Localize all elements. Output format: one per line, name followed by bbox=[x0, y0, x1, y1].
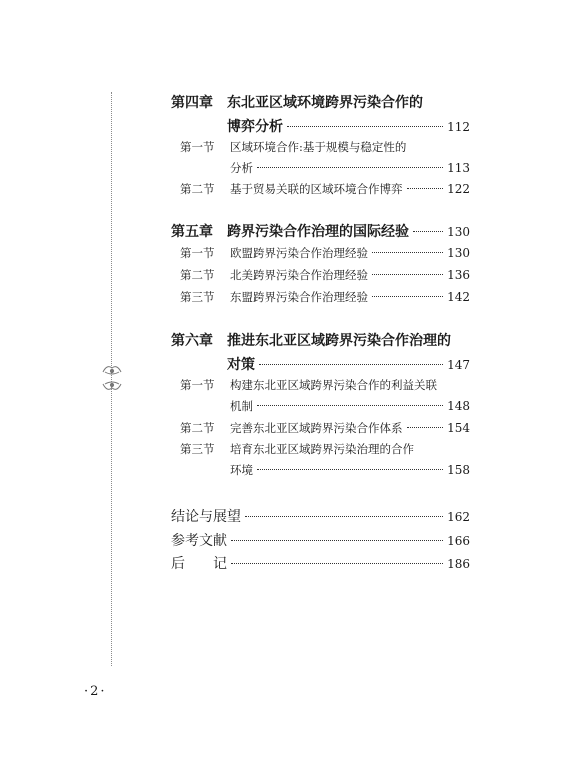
section-label: 第三节 bbox=[180, 442, 215, 456]
section-title-cont: 分析 bbox=[230, 161, 253, 175]
toc-chapter-6-line2 bbox=[227, 354, 470, 374]
toc-chapter-4-line2 bbox=[227, 116, 470, 136]
section-title: 基于贸易关联的区域环境合作博弈 bbox=[230, 182, 403, 196]
end-title: 后 记 bbox=[171, 556, 227, 572]
chapter-title: 跨界污染合作治理的国际经验 bbox=[227, 224, 409, 240]
chapter-label: 第六章 bbox=[171, 333, 213, 349]
toc-section-4-1-line1 bbox=[180, 139, 406, 155]
page-number: 142 bbox=[447, 290, 470, 304]
page-number: 122 bbox=[447, 182, 470, 196]
dot-leader bbox=[259, 364, 443, 365]
chapter-title-cont: 博弈分析 bbox=[227, 119, 283, 135]
section-label: 第一节 bbox=[180, 140, 215, 154]
section-title: 完善东北亚区域跨界污染合作体系 bbox=[230, 421, 403, 435]
toc-section-4-1-line2 bbox=[230, 160, 470, 176]
toc-section-6-1-line2 bbox=[230, 398, 470, 414]
dot-leader bbox=[413, 231, 443, 232]
page-number: 166 bbox=[447, 534, 470, 548]
toc-afterword bbox=[171, 553, 470, 573]
section-title: 培育东北亚区域跨界污染治理的合作 bbox=[230, 442, 414, 456]
end-title: 结论与展望 bbox=[171, 509, 241, 525]
section-title: 欧盟跨界污染合作治理经验 bbox=[230, 246, 368, 260]
dot-leader bbox=[231, 540, 443, 541]
section-label: 第一节 bbox=[180, 378, 215, 392]
section-title: 北美跨界污染合作治理经验 bbox=[230, 268, 368, 282]
chapter-title: 推进东北亚区域跨界污染合作治理的 bbox=[227, 333, 451, 349]
dot-leader bbox=[407, 427, 444, 428]
page-number: 112 bbox=[447, 120, 470, 134]
page-number: 186 bbox=[447, 557, 470, 571]
page-number: 154 bbox=[447, 421, 470, 435]
dot-leader bbox=[231, 563, 443, 564]
page-number: 113 bbox=[447, 161, 470, 175]
dot-leader bbox=[245, 516, 443, 517]
section-label: 第一节 bbox=[180, 246, 215, 260]
toc-section-5-3 bbox=[180, 289, 470, 305]
dot-leader bbox=[407, 188, 444, 189]
dot-leader bbox=[372, 296, 443, 297]
page-number: 136 bbox=[447, 268, 470, 282]
toc-chapter-6-line1 bbox=[171, 330, 451, 350]
toc-section-6-1-line1 bbox=[180, 377, 437, 393]
toc-section-6-3-line2 bbox=[230, 462, 470, 478]
dot-leader bbox=[287, 126, 443, 127]
toc-section-5-1 bbox=[180, 245, 470, 261]
toc-chapter-5 bbox=[171, 221, 470, 241]
chapter-title: 东北亚区域环境跨界污染合作的 bbox=[227, 95, 423, 111]
section-title-cont: 环境 bbox=[230, 463, 253, 477]
page-number: 130 bbox=[447, 225, 470, 239]
chapter-title-cont: 对策 bbox=[227, 357, 255, 373]
toc-chapter-4-line1 bbox=[171, 92, 423, 112]
section-title-cont: 机制 bbox=[230, 399, 253, 413]
section-label: 第三节 bbox=[180, 290, 215, 304]
page-number: 130 bbox=[447, 246, 470, 260]
section-title: 东盟跨界污染合作治理经验 bbox=[230, 290, 368, 304]
end-title: 参考文献 bbox=[171, 533, 227, 549]
section-label: 第二节 bbox=[180, 268, 215, 282]
page-number: 147 bbox=[447, 358, 470, 372]
toc-section-5-2 bbox=[180, 267, 470, 283]
dot-leader bbox=[372, 274, 443, 275]
section-label: 第二节 bbox=[180, 182, 215, 196]
page-number: 148 bbox=[447, 399, 470, 413]
chapter-label: 第五章 bbox=[171, 224, 213, 240]
toc-section-4-2 bbox=[180, 181, 470, 197]
section-label: 第二节 bbox=[180, 421, 215, 435]
dot-leader bbox=[257, 167, 443, 168]
dot-leader bbox=[257, 469, 443, 470]
dot-leader bbox=[257, 405, 443, 406]
chapter-label: 第四章 bbox=[171, 95, 213, 111]
dot-leader bbox=[372, 252, 443, 253]
section-title: 区域环境合作:基于规模与稳定性的 bbox=[230, 140, 407, 154]
section-title: 构建东北亚区域跨界污染合作的利益关联 bbox=[230, 378, 437, 392]
page-number: 162 bbox=[447, 510, 470, 524]
page-number-footer: ·2· bbox=[84, 684, 107, 699]
toc-references bbox=[171, 530, 470, 550]
toc-section-6-2 bbox=[180, 420, 470, 436]
toc-conclusion bbox=[171, 506, 470, 526]
page-number: 158 bbox=[447, 463, 470, 477]
toc-section-6-3-line1 bbox=[180, 441, 414, 457]
